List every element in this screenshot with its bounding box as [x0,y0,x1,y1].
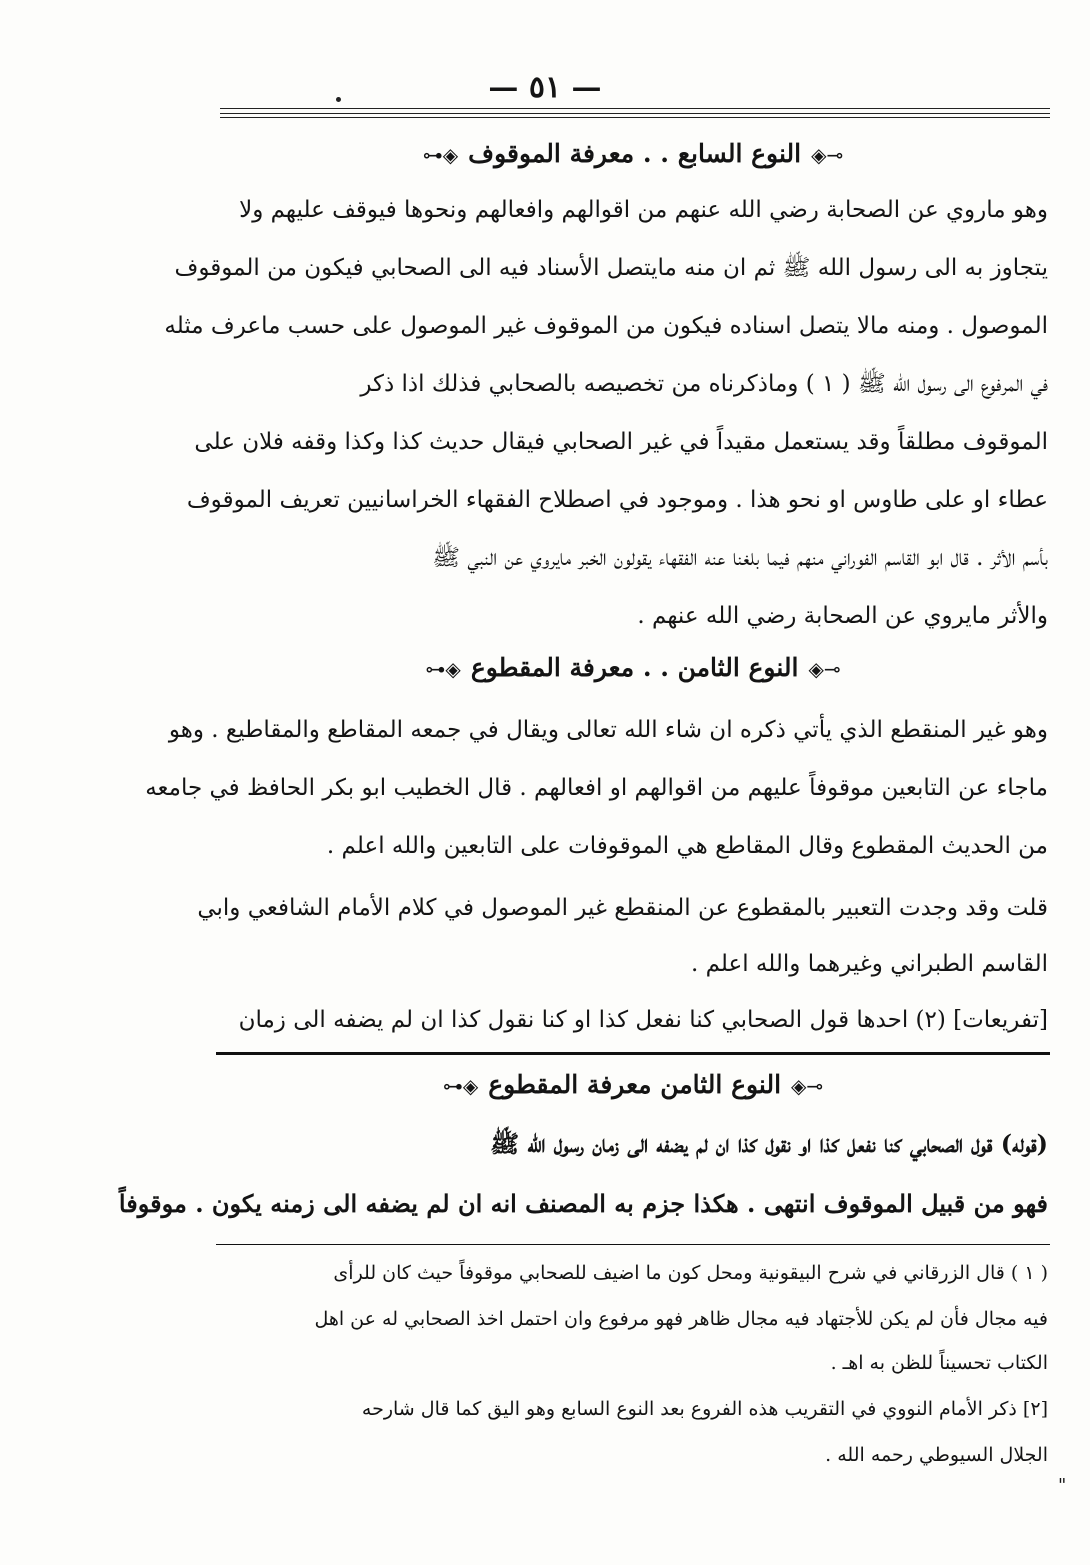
page-number: — ٥١ — [488,70,602,105]
header-rule [220,113,1050,114]
text-line: [تفريعات] (٢) احدها قول الصحابي كنا نفعل كذا او كنا نقول كذا ان لم يضفه الى زمان [238,1007,1048,1033]
margin-mark: " [1058,1475,1067,1496]
text-line: عطاء او على طاوس او نحو هذا . وموجود في اصطلاح الفقهاء الخراسانيين تعريف الموقوف [186,487,1048,513]
footnote-line: الكتاب تحسيناً للظن به اهـ . [830,1352,1048,1374]
footnote-line: ( ١ ) قال الزرقاني في شرح البيقونية ومحل كون ما اضيف للصحابي موقوفاً حيث كان للرأى [333,1262,1048,1284]
heading-text: النوع السابع . . معرفة الموقوف [468,139,802,168]
text-line: وهو ماروي عن الصحابة رضي الله عنهم من اقوالهم وافعالهم ونحوها فيوقف عليهم ولا [239,197,1048,223]
footnote-line: الجلال السيوطي رحمه الله . [825,1444,1048,1466]
header-rule [220,108,1050,109]
ink-dot [336,97,341,102]
heading-text: النوع الثامن . . معرفة المقطوع [470,653,799,682]
text-line: بأسم الأثر . قال ابو القاسم الفوراني منهم فيما بلغنا عنه الفقهاء يقولون الخبر مايروي عن النبي ﷺ [432,545,1048,571]
heading-ornament-icon: ◈⊷ [442,1074,479,1098]
header-rule [220,117,1050,118]
heading-ornament-icon: ◈⊷ [425,657,461,681]
heading-ornament-icon: ◈⊷ [422,143,459,167]
heading-text: النوع الثامن معرفة المقطوع [488,1070,782,1099]
text-line: الموصول . ومنه مالا يتصل اسناده فيكون من الموقوف غير الموصول على حسب ماعرف مثله [164,313,1048,339]
section-heading-mawquf [218,131,1048,177]
text-line: والأثر مايروي عن الصحابة رضي الله عنهم . [637,603,1048,629]
commentary-divider [216,1052,1050,1055]
text-line: القاسم الطبراني وغيرهما والله اعلم . [690,951,1048,977]
text-line: ماجاء عن التابعين موقوفاً عليهم من اقوالهم او افعالهم . قال الخطيب ابو بكر الحافظ في جامعه [145,775,1048,801]
heading-ornament-icon: ⊸◈ [811,143,844,167]
text-line: يتجاوز به الى رسول الله ﷺ ثم ان منه مايتصل الأسناد فيه الى الصحابي فيكون من الموقوف [174,255,1048,281]
footnote-line: [٢] ذكر الأمام النووي في التقريب هذه الفروع بعد النوع السابع وهو اليق كما قال شارحه [361,1398,1048,1420]
text-line: من الحديث المقطوع وقال المقاطع هي الموقوفات على التابعين والله اعلم . [326,833,1048,859]
commentary-line: فهو من قبيل الموقوف انتهى . هكذا جزم به المصنف انه ان لم يضفه الى زمنه يكون . موقوفاً [118,1189,1048,1218]
heading-ornament-icon: ⊸◈ [808,657,841,681]
heading-ornament-icon: ⊸◈ [791,1074,824,1098]
text-line: وهو غير المنقطع الذي يأتي ذكره ان شاء الله تعالى ويقال في جمعه المقاطع والمقاطيع . وهو [168,717,1048,743]
text-line: الموقوف مطلقاً وقد يستعمل مقيداً في غير الصحابي فيقال حديث كذا وكذا وقفه فلان على [194,429,1048,455]
footnote-line: فيه مجال فأن لم يكن للأجتهاد فيه مجال ظاهر فهو مرفوع وان احتمل اخذ الصحابي له عن اهل [314,1308,1048,1330]
text-line: في المرفوع الى رسول الله ﷺ ( ١ ) وماذكرناه من تخصيصه بالصحابي فذلك اذا ذكر [360,371,1048,397]
commentary-line: (قوله) قول الصحابي كنا نفعل كذا او نقول كذا ان لم يضفه الى زمان رسول الله ﷺ [490,1129,1048,1158]
footnote-divider [216,1244,1050,1245]
section-heading-maqtu [218,645,1048,691]
commentary-heading [218,1062,1048,1108]
text-line: قلت وقد وجدت التعبير بالمقطوع عن المنقطع غير الموصول في كلام الأمام الشافعي وابي [197,895,1048,921]
